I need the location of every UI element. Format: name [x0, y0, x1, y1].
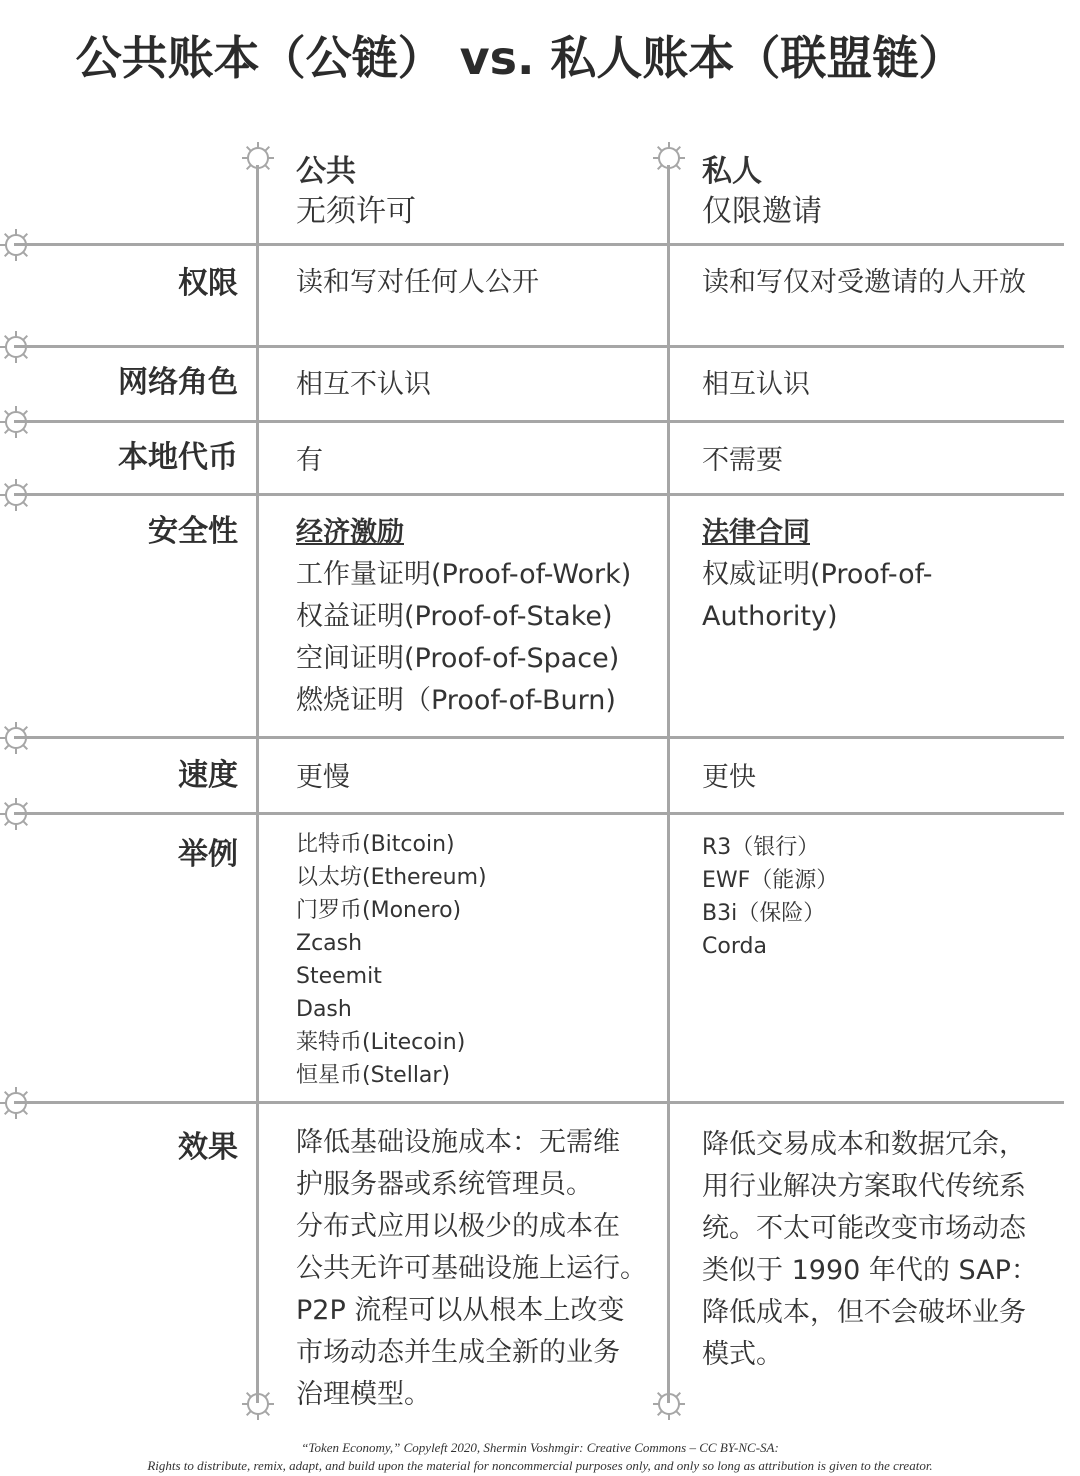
private-column-name: 私人: [702, 154, 762, 189]
list-item: Corda: [702, 934, 767, 959]
row-label-permissions: 权限: [178, 266, 238, 301]
effects-line: 用行业解决方案取代传统系: [702, 1171, 1026, 1202]
row-divider: [14, 736, 1064, 739]
gear-icon: [0, 329, 34, 365]
list-item: EWF（能源）: [702, 868, 839, 893]
public-column-subtitle: 无须许可: [296, 194, 416, 229]
public-column-header: [296, 152, 416, 232]
license-line: Rights to distribute, remix, adapt, and build upon the material for noncommercial purposes only, and only so long as attribution is given to the creator.: [147, 1458, 933, 1473]
list-item: 以太坊(Ethereum): [296, 865, 487, 890]
gear-icon: [0, 720, 34, 756]
effects-line: 分布式应用以极少的成本在: [296, 1211, 620, 1242]
public-network-roles: 相互不认识: [296, 369, 431, 400]
public-security-line: 燃烧证明（Proof-of-Burn): [296, 685, 616, 716]
list-item: Dash: [296, 997, 352, 1022]
effects-line: 公共无许可基础设施上运行。: [296, 1253, 647, 1284]
row-label-effects: 效果: [178, 1130, 238, 1165]
row-divider: [14, 1101, 1064, 1104]
row-divider: [14, 812, 1064, 815]
private-column-divider: [667, 165, 670, 1403]
private-examples-list: [702, 831, 838, 963]
private-native-token: 不需要: [702, 445, 783, 476]
gear-icon: [651, 140, 687, 176]
gear-icon: [0, 796, 34, 832]
private-network-roles: 相互认识: [702, 369, 810, 400]
public-effects: [296, 1122, 647, 1416]
list-item: 门罗币(Monero): [296, 898, 462, 923]
gear-icon: [0, 477, 34, 513]
effects-line: 模式。: [702, 1339, 783, 1370]
row-divider: [14, 345, 1064, 348]
public-speed: 更慢: [296, 762, 350, 793]
public-native-token: 有: [296, 445, 323, 476]
gear-icon: [240, 140, 276, 176]
public-permissions: 读和写对任何人公开: [296, 267, 539, 298]
effects-line: 治理模型。: [296, 1379, 431, 1410]
private-effects: [702, 1124, 1038, 1376]
row-label-examples: 举例: [178, 837, 238, 872]
gear-icon: [0, 1085, 34, 1121]
public-security-line: 工作量证明(Proof-of-Work): [296, 559, 632, 590]
effects-line: P2P 流程可以从根本上改变: [296, 1295, 625, 1326]
private-speed: 更快: [702, 762, 756, 793]
private-security-line: 权威证明(Proof-of-: [702, 559, 933, 590]
page-title: 公共账本（公链） vs. 私人账本（联盟链）: [75, 31, 965, 85]
gear-icon: [0, 404, 34, 440]
private-security: [702, 512, 932, 638]
gear-icon: [651, 1386, 687, 1422]
row-divider: [14, 420, 1064, 423]
row-label-speed: 速度: [178, 758, 238, 793]
public-security-line: 权益证明(Proof-of-Stake): [296, 601, 613, 632]
list-item: 比特币(Bitcoin): [296, 832, 455, 857]
public-examples-list: [296, 828, 487, 1092]
gear-icon: [240, 1386, 276, 1422]
list-item: 莱特币(Litecoin): [296, 1030, 466, 1055]
public-security: [296, 512, 631, 722]
copyright-line: “Token Economy,” Copyleft 2020, Shermin Voshmgir: Creative Commons – CC BY-NC-SA:: [301, 1440, 779, 1455]
row-label-security: 安全性: [148, 514, 238, 549]
effects-line: 降低交易成本和数据冗余，: [702, 1129, 1026, 1160]
row-label-network-roles: 网络角色: [118, 365, 238, 400]
effects-line: 类似于 1990 年代的 SAP：: [702, 1255, 1038, 1286]
list-item: 恒星币(Stellar): [296, 1063, 451, 1088]
public-security-heading: 经济激励: [296, 517, 404, 548]
private-security-line: Authority): [702, 601, 838, 632]
effects-line: 护服务器或系统管理员。: [296, 1169, 593, 1200]
effects-line: 市场动态并生成全新的业务: [296, 1337, 620, 1368]
row-divider: [14, 243, 1064, 246]
public-column-divider: [256, 165, 259, 1403]
public-security-line: 空间证明(Proof-of-Space): [296, 643, 620, 674]
effects-line: 降低成本，但不会破坏业务: [702, 1297, 1026, 1328]
gear-icon: [0, 227, 34, 263]
private-column-subtitle: 仅限邀请: [702, 194, 822, 229]
row-divider: [14, 493, 1064, 496]
list-item: Zcash: [296, 931, 363, 956]
list-item: Steemit: [296, 964, 382, 989]
list-item: R3（银行）: [702, 835, 820, 860]
effects-line: 统。不太可能改变市场动态: [702, 1213, 1026, 1244]
effects-line: 降低基础设施成本：无需维: [296, 1127, 620, 1158]
private-permissions: 读和写仅对受邀请的人开放: [702, 267, 1026, 298]
private-security-heading: 法律合同: [702, 517, 810, 548]
row-label-native-token: 本地代币: [118, 440, 238, 475]
list-item: B3i（保险）: [702, 901, 826, 926]
public-column-name: 公共: [296, 154, 356, 189]
private-column-header: [702, 152, 822, 232]
